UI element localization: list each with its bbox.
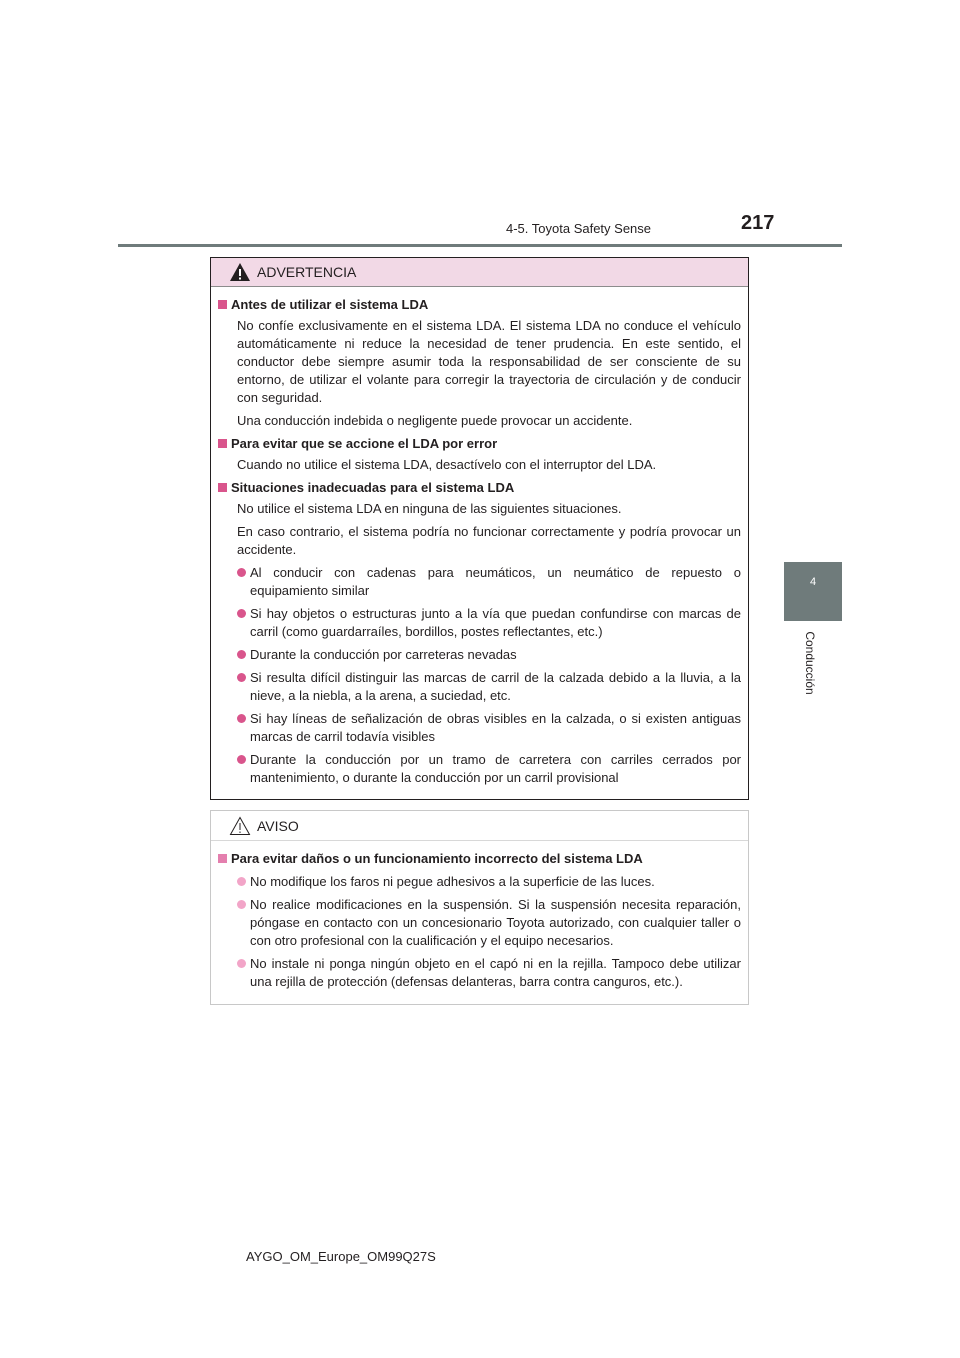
subheading-text: Antes de utilizar el sistema LDA	[231, 297, 429, 312]
bullet-dot-icon	[237, 959, 246, 968]
bullet-dot-icon	[237, 568, 246, 577]
paragraph: No confíe exclusivamente en el sistema LDA. El sistema LDA no conduce el vehículo automáticamente ni reduce la necesidad de tener prudencia. En este sentido, el conductor debe siempre asumir toda la responsabilidad de ser consciente de su entorno, de utilizar el volante para corregir la trayectoria de circulación y de conducir con seguridad.	[237, 318, 741, 405]
bullet-dot-icon	[237, 755, 246, 764]
bullet-dot-icon	[237, 673, 246, 682]
notice-box	[210, 810, 749, 1005]
notice-subheading	[218, 850, 741, 868]
chapter-tab-number: 4	[809, 576, 817, 588]
list-item-text: Al conducir con cadenas para neumáticos, un neumático de repuesto o equipamiento similar	[250, 565, 741, 598]
list-item	[237, 646, 741, 664]
list-item-text: Durante la conducción por un tramo de carretera con carriles cerrados por mantenimiento, o durante la conducción por un carril provisional	[250, 752, 741, 785]
square-bullet-icon	[218, 439, 227, 448]
notice-header	[211, 811, 748, 841]
bullet-dot-icon	[237, 877, 246, 886]
notice-title: AVISO	[257, 817, 299, 834]
list-item-text: Si hay líneas de señalización de obras visibles en la calzada, o si existen antiguas marcas de carril todavía visibles	[250, 711, 741, 744]
document-code: AYGO_OM_Europe_OM99Q27S	[246, 1249, 436, 1264]
list-item	[237, 873, 741, 891]
paragraph: Una conducción indebida o negligente puede provocar un accidente.	[237, 413, 633, 428]
list-item-text: No realice modificaciones en la suspensión. Si la suspensión necesita reparación, póngase en contacto con un concesionario Toyota autorizado, con cualquier taller o con otro profesional con la cualificación y el equipo necesarios.	[250, 897, 741, 948]
warning-subheading	[218, 435, 741, 453]
list-item	[237, 564, 741, 600]
bullet-dot-icon	[237, 650, 246, 659]
warning-header	[211, 258, 748, 287]
paragraph: Cuando no utilice el sistema LDA, desactívelo con el interruptor del LDA.	[237, 457, 657, 472]
section-title: 4-5. Toyota Safety Sense	[506, 221, 652, 236]
warning-body	[211, 287, 748, 787]
list-item	[237, 710, 741, 746]
subheading-text: Para evitar que se accione el LDA por error	[231, 436, 498, 451]
list-item	[237, 896, 741, 950]
subheading-text: Situaciones inadecuadas para el sistema LDA	[231, 480, 515, 495]
bullet-dot-icon	[237, 900, 246, 909]
paragraph: En caso contrario, el sistema podría no funcionar correctamente y podría provocar un accidente.	[237, 524, 741, 557]
chapter-label: Conducción	[803, 631, 817, 695]
warning-triangle-icon	[229, 262, 251, 282]
paragraph: No utilice el sistema LDA en ninguna de las siguientes situaciones.	[237, 501, 622, 516]
square-bullet-icon	[218, 854, 227, 863]
bullet-dot-icon	[237, 609, 246, 618]
page-number: 217	[741, 212, 775, 234]
list-item	[237, 669, 741, 705]
list-item-text: Durante la conducción por carreteras nevadas	[250, 647, 517, 662]
header-rule	[118, 244, 842, 247]
bullet-dot-icon	[237, 714, 246, 723]
warning-subheading	[218, 296, 741, 314]
square-bullet-icon	[218, 483, 227, 492]
square-bullet-icon	[218, 300, 227, 309]
list-item-text: Si resulta difícil distinguir las marcas de carril de la calzada debido a la lluvia, a la nieve, a la niebla, a la arena, a suciedad, etc.	[250, 670, 741, 703]
warning-subheading	[218, 479, 741, 497]
list-item	[237, 751, 741, 787]
caution-triangle-icon	[229, 816, 251, 836]
warning-title: ADVERTENCIA	[257, 264, 357, 280]
notice-body	[211, 841, 748, 991]
list-item	[237, 955, 741, 991]
subheading-text: Para evitar daños o un funcionamiento incorrecto del sistema LDA	[231, 851, 643, 866]
warning-box	[210, 257, 749, 800]
list-item	[237, 605, 741, 641]
list-item-text: No modifique los faros ni pegue adhesivos a la superficie de las luces.	[250, 874, 655, 889]
list-item-text: No instale ni ponga ningún objeto en el capó ni en la rejilla. Tampoco debe utilizar una rejilla de protección (defensas delanteras, barra contra canguros, etc.).	[250, 956, 741, 989]
list-item-text: Si hay objetos o estructuras junto a la vía que puedan confundirse con marcas de carril (como guardarraíles, bordillos, postes reflectantes, etc.)	[250, 606, 741, 639]
